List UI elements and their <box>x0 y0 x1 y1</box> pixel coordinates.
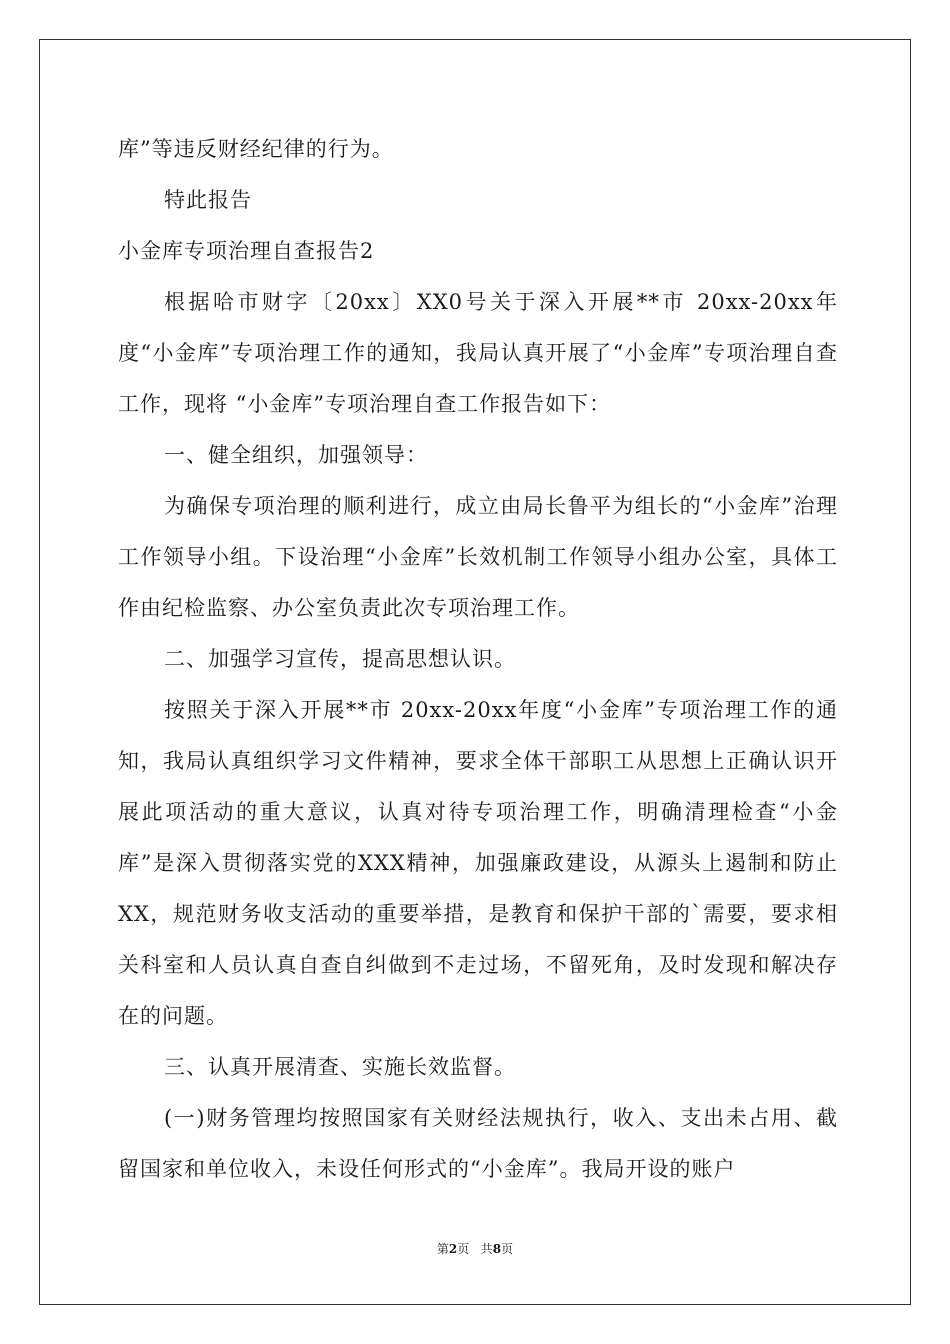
page-footer <box>0 1240 950 1257</box>
heading-1: 一、健全组织，加强领导： <box>164 443 428 467</box>
paragraph-intro: 根据哈市财字〔20xx〕XX0号关于深入开展**市 20xx-20xx年度“小金库”专项治理工作的通知，我局认真开展了“小金库”专项治理自查工作，现将 “小金库”专项治理自查工作报告如下： <box>118 290 838 416</box>
footer-total-suffix: 页 <box>501 1242 514 1256</box>
footer-page-number: 2 <box>448 1242 458 1256</box>
paragraph-closing: 特此报告 <box>164 188 252 212</box>
footer-page-prefix: 第 <box>436 1242 449 1256</box>
heading-2: 二、加强学习宣传，提高思想认识。 <box>164 647 516 671</box>
paragraph-1: 库”等违反财经纪律的行为。 <box>118 137 394 161</box>
paragraph-finance: (一)财务管理均按照国家有关财经法规执行，收入、支出未占用、截留国家和单位收入，未设任何形式的“小金库”。我局开设的账户 <box>118 1106 838 1181</box>
paragraph-study: 按照关于深入开展**市 20xx-20xx年度“小金库”专项治理工作的通知，我局认真组织学习文件精神，要求全体干部职工从思想上正确认识开展此项活动的重大意议，认真对待专项治理工作，明确清理检查“小金库”是深入贯彻落实党的XXX精神，加强廉政建设，从源头上遏制和防止XX，规范财务收支活动的重要举措，是教育和保护干部的`需要，要求相关科室和人员认真自查自纠做到不走过场，不留死角，及时发现和解决存在的问题。 <box>118 698 838 1028</box>
footer-total-pages: 8 <box>492 1242 502 1256</box>
heading-3: 三、认真开展清查、实施长效监督。 <box>164 1055 516 1079</box>
footer-page-suffix: 页 <box>457 1242 470 1256</box>
paragraph-organization: 为确保专项治理的顺利进行，成立由局长鲁平为组长的“小金库”治理工作领导小组。下设治理“小金库”长效机制工作领导小组办公室，具体工作由纪检监察、办公室负责此次专项治理工作。 <box>118 494 838 620</box>
footer-total-prefix: 共 <box>480 1242 493 1256</box>
document-body <box>118 124 838 1195</box>
section-title: 小金库专项治理自查报告2 <box>118 239 375 263</box>
